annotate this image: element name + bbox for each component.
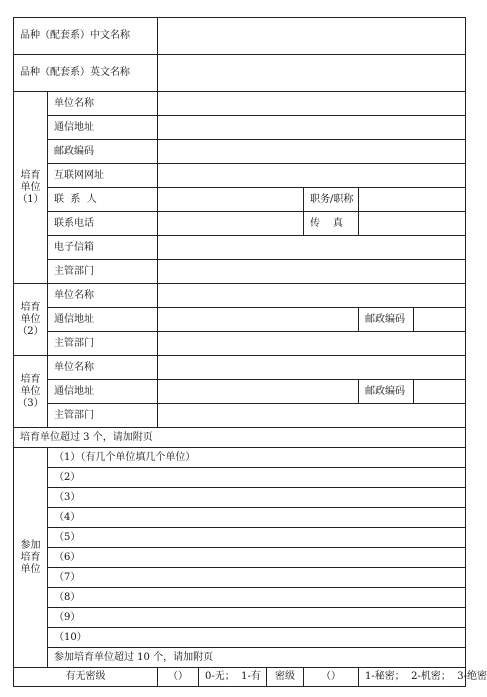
unit3-name-field[interactable]: [158, 356, 466, 380]
unit2-side-line2: 单位: [20, 313, 41, 325]
secrecy-level-bracket[interactable]: （）: [304, 668, 359, 687]
unit1-contact-label: 联 系 人: [48, 188, 158, 212]
unit1-contact-field[interactable]: [158, 188, 304, 212]
unit1-side-line2: 单位: [20, 181, 41, 193]
unit2-address-field[interactable]: [158, 308, 359, 332]
participant-row-10[interactable]: （10）: [48, 628, 466, 648]
unit1-name-label: 单位名称: [48, 92, 158, 116]
unit2-address-label: 通信地址: [48, 308, 158, 332]
participants-note: 参加培育单位超过 10 个，请加附页: [48, 648, 466, 668]
unit2-side-line1: 培育: [20, 301, 41, 313]
unit1-authority-label: 主管部门: [48, 260, 158, 284]
participants-side-line3: 单位: [20, 563, 41, 575]
breed-units-note: 培育单位超过 3 个，请加附页: [14, 428, 466, 448]
unit2-name-field[interactable]: [158, 284, 466, 308]
participant-row-7[interactable]: （7）: [48, 568, 466, 588]
unit1-side-line1: 培育: [20, 169, 41, 181]
secrecy-options: 0-无； 1-有: [199, 668, 267, 687]
participants-side-line2: 培育: [20, 551, 41, 563]
unit1-website-label: 互联网网址: [48, 164, 158, 188]
application-form: [13, 17, 487, 687]
participant-row-6[interactable]: （6）: [48, 548, 466, 568]
variety-cn-name-field[interactable]: [158, 18, 466, 55]
unit1-address-field[interactable]: [158, 116, 466, 140]
unit1-postcode-field[interactable]: [158, 140, 466, 164]
unit2-side-label: [14, 284, 48, 356]
unit3-side-label: [14, 356, 48, 428]
unit3-side-line3: （3）: [17, 397, 44, 409]
unit1-fax-field[interactable]: [359, 212, 466, 236]
unit2-name-label: 单位名称: [48, 284, 158, 308]
unit3-authority-field[interactable]: [158, 404, 466, 428]
secrecy-bracket[interactable]: （）: [158, 668, 199, 687]
secrecy-level-label: 密级: [267, 668, 304, 687]
unit1-website-field[interactable]: [158, 164, 466, 188]
variety-cn-name-label: 品种（配套系）中文名称: [14, 18, 158, 55]
unit1-email-field[interactable]: [158, 236, 466, 260]
unit1-position-label: 职务/职称: [304, 188, 359, 212]
unit3-address-field[interactable]: [158, 380, 359, 404]
unit3-address-label: 通信地址: [48, 380, 158, 404]
unit3-authority-label: 主管部门: [48, 404, 158, 428]
unit2-authority-label: 主管部门: [48, 332, 158, 356]
unit1-authority-field[interactable]: [158, 260, 466, 284]
participant-row-4[interactable]: （4）: [48, 508, 466, 528]
unit2-authority-field[interactable]: [158, 332, 466, 356]
participants-side-line1: 参加: [20, 539, 41, 551]
participant-row-1[interactable]: （1）（有几个单位填几个单位）: [48, 448, 466, 468]
variety-en-name-label: 品种（配套系）英文名称: [14, 55, 158, 92]
unit2-postcode-label: 邮政编码: [359, 308, 414, 332]
unit1-name-field[interactable]: [158, 92, 466, 116]
unit3-side-line1: 培育: [20, 373, 41, 385]
participant-row-9[interactable]: （9）: [48, 608, 466, 628]
unit1-phone-field[interactable]: [158, 212, 304, 236]
unit3-postcode-label: 邮政编码: [359, 380, 414, 404]
form-table: [13, 17, 487, 687]
unit2-side-line3: （2）: [17, 325, 44, 337]
unit1-address-label: 通信地址: [48, 116, 158, 140]
secrecy-level-options: 1-秘密； 2-机密； 3-绝密: [359, 668, 466, 687]
unit2-postcode-field[interactable]: [414, 308, 466, 332]
unit3-name-label: 单位名称: [48, 356, 158, 380]
unit1-position-field[interactable]: [359, 188, 466, 212]
unit1-side-label: [14, 92, 48, 284]
participant-row-5[interactable]: （5）: [48, 528, 466, 548]
participant-row-3[interactable]: （3）: [48, 488, 466, 508]
unit1-postcode-label: 邮政编码: [48, 140, 158, 164]
participants-side-label: [14, 448, 48, 668]
participant-row-8[interactable]: （8）: [48, 588, 466, 608]
participant-row-2[interactable]: （2）: [48, 468, 466, 488]
unit3-side-line2: 单位: [20, 385, 41, 397]
variety-en-name-field[interactable]: [158, 55, 466, 92]
unit1-side-line3: （1）: [17, 193, 44, 205]
unit1-phone-label: 联系电话: [48, 212, 158, 236]
unit3-postcode-field[interactable]: [414, 380, 466, 404]
unit1-email-label: 电子信箱: [48, 236, 158, 260]
secrecy-label: 有无密级: [14, 668, 158, 687]
unit1-fax-label: 传 真: [304, 212, 359, 236]
